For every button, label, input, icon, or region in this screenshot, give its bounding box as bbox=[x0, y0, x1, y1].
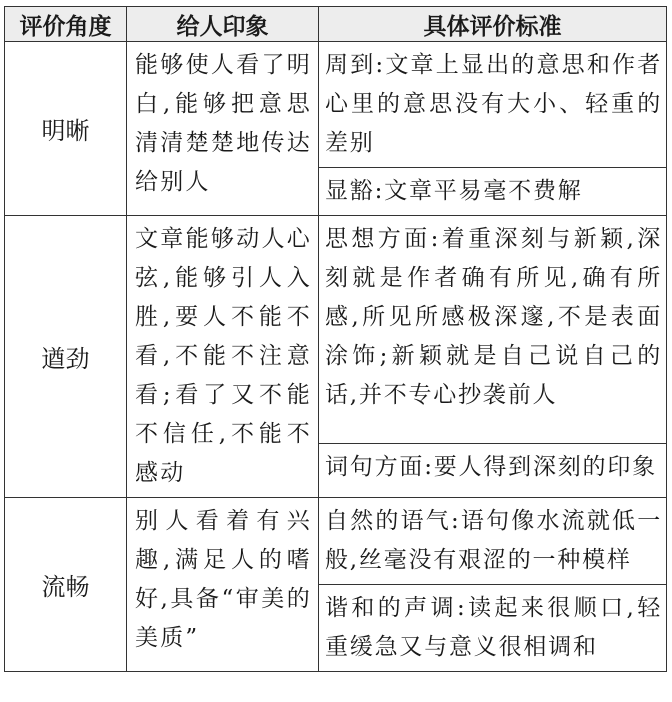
evaluation-table bbox=[4, 6, 667, 672]
standard-cell: 思想方面:着重深刻与新颖,深刻就是作者确有所见,确有所感,所见所感极深邃,不是表面涂饰;新颖就是自己说自己的话,并不专心抄袭前人 bbox=[319, 216, 667, 444]
table-row bbox=[5, 498, 667, 585]
standard-cell: 谐和的声调:读起来很顺口,轻重缓急又与意义很相调和 bbox=[319, 585, 667, 672]
table-row bbox=[5, 216, 667, 444]
standard-cell: 词句方面:要人得到深刻的印象 bbox=[319, 444, 667, 498]
standard-cell: 周到:文章上显出的意思和作者心里的意思没有大小、轻重的差别 bbox=[319, 42, 667, 168]
impression-cell: 文章能够动人心弦,能够引人入胜,要人不能不看,不能不注意看;看了又不能不信任,不能不感动 bbox=[127, 216, 319, 498]
header-impression: 给人印象 bbox=[127, 7, 319, 42]
standard-cell: 显豁:文章平易毫不费解 bbox=[319, 168, 667, 216]
header-standard: 具体评价标准 bbox=[319, 7, 667, 42]
angle-cell: 流畅 bbox=[5, 498, 127, 672]
impression-cell: 别人看着有兴趣,满足人的嗜好,具备“审美的美质” bbox=[127, 498, 319, 672]
table-row bbox=[5, 42, 667, 168]
header-row bbox=[5, 7, 667, 42]
standard-cell: 自然的语气:语句像水流就低一般,丝毫没有艰涩的一种模样 bbox=[319, 498, 667, 585]
angle-cell: 遒劲 bbox=[5, 216, 127, 498]
impression-cell: 能够使人看了明白,能够把意思清清楚楚地传达给别人 bbox=[127, 42, 319, 216]
header-angle: 评价角度 bbox=[5, 7, 127, 42]
angle-cell: 明晰 bbox=[5, 42, 127, 216]
